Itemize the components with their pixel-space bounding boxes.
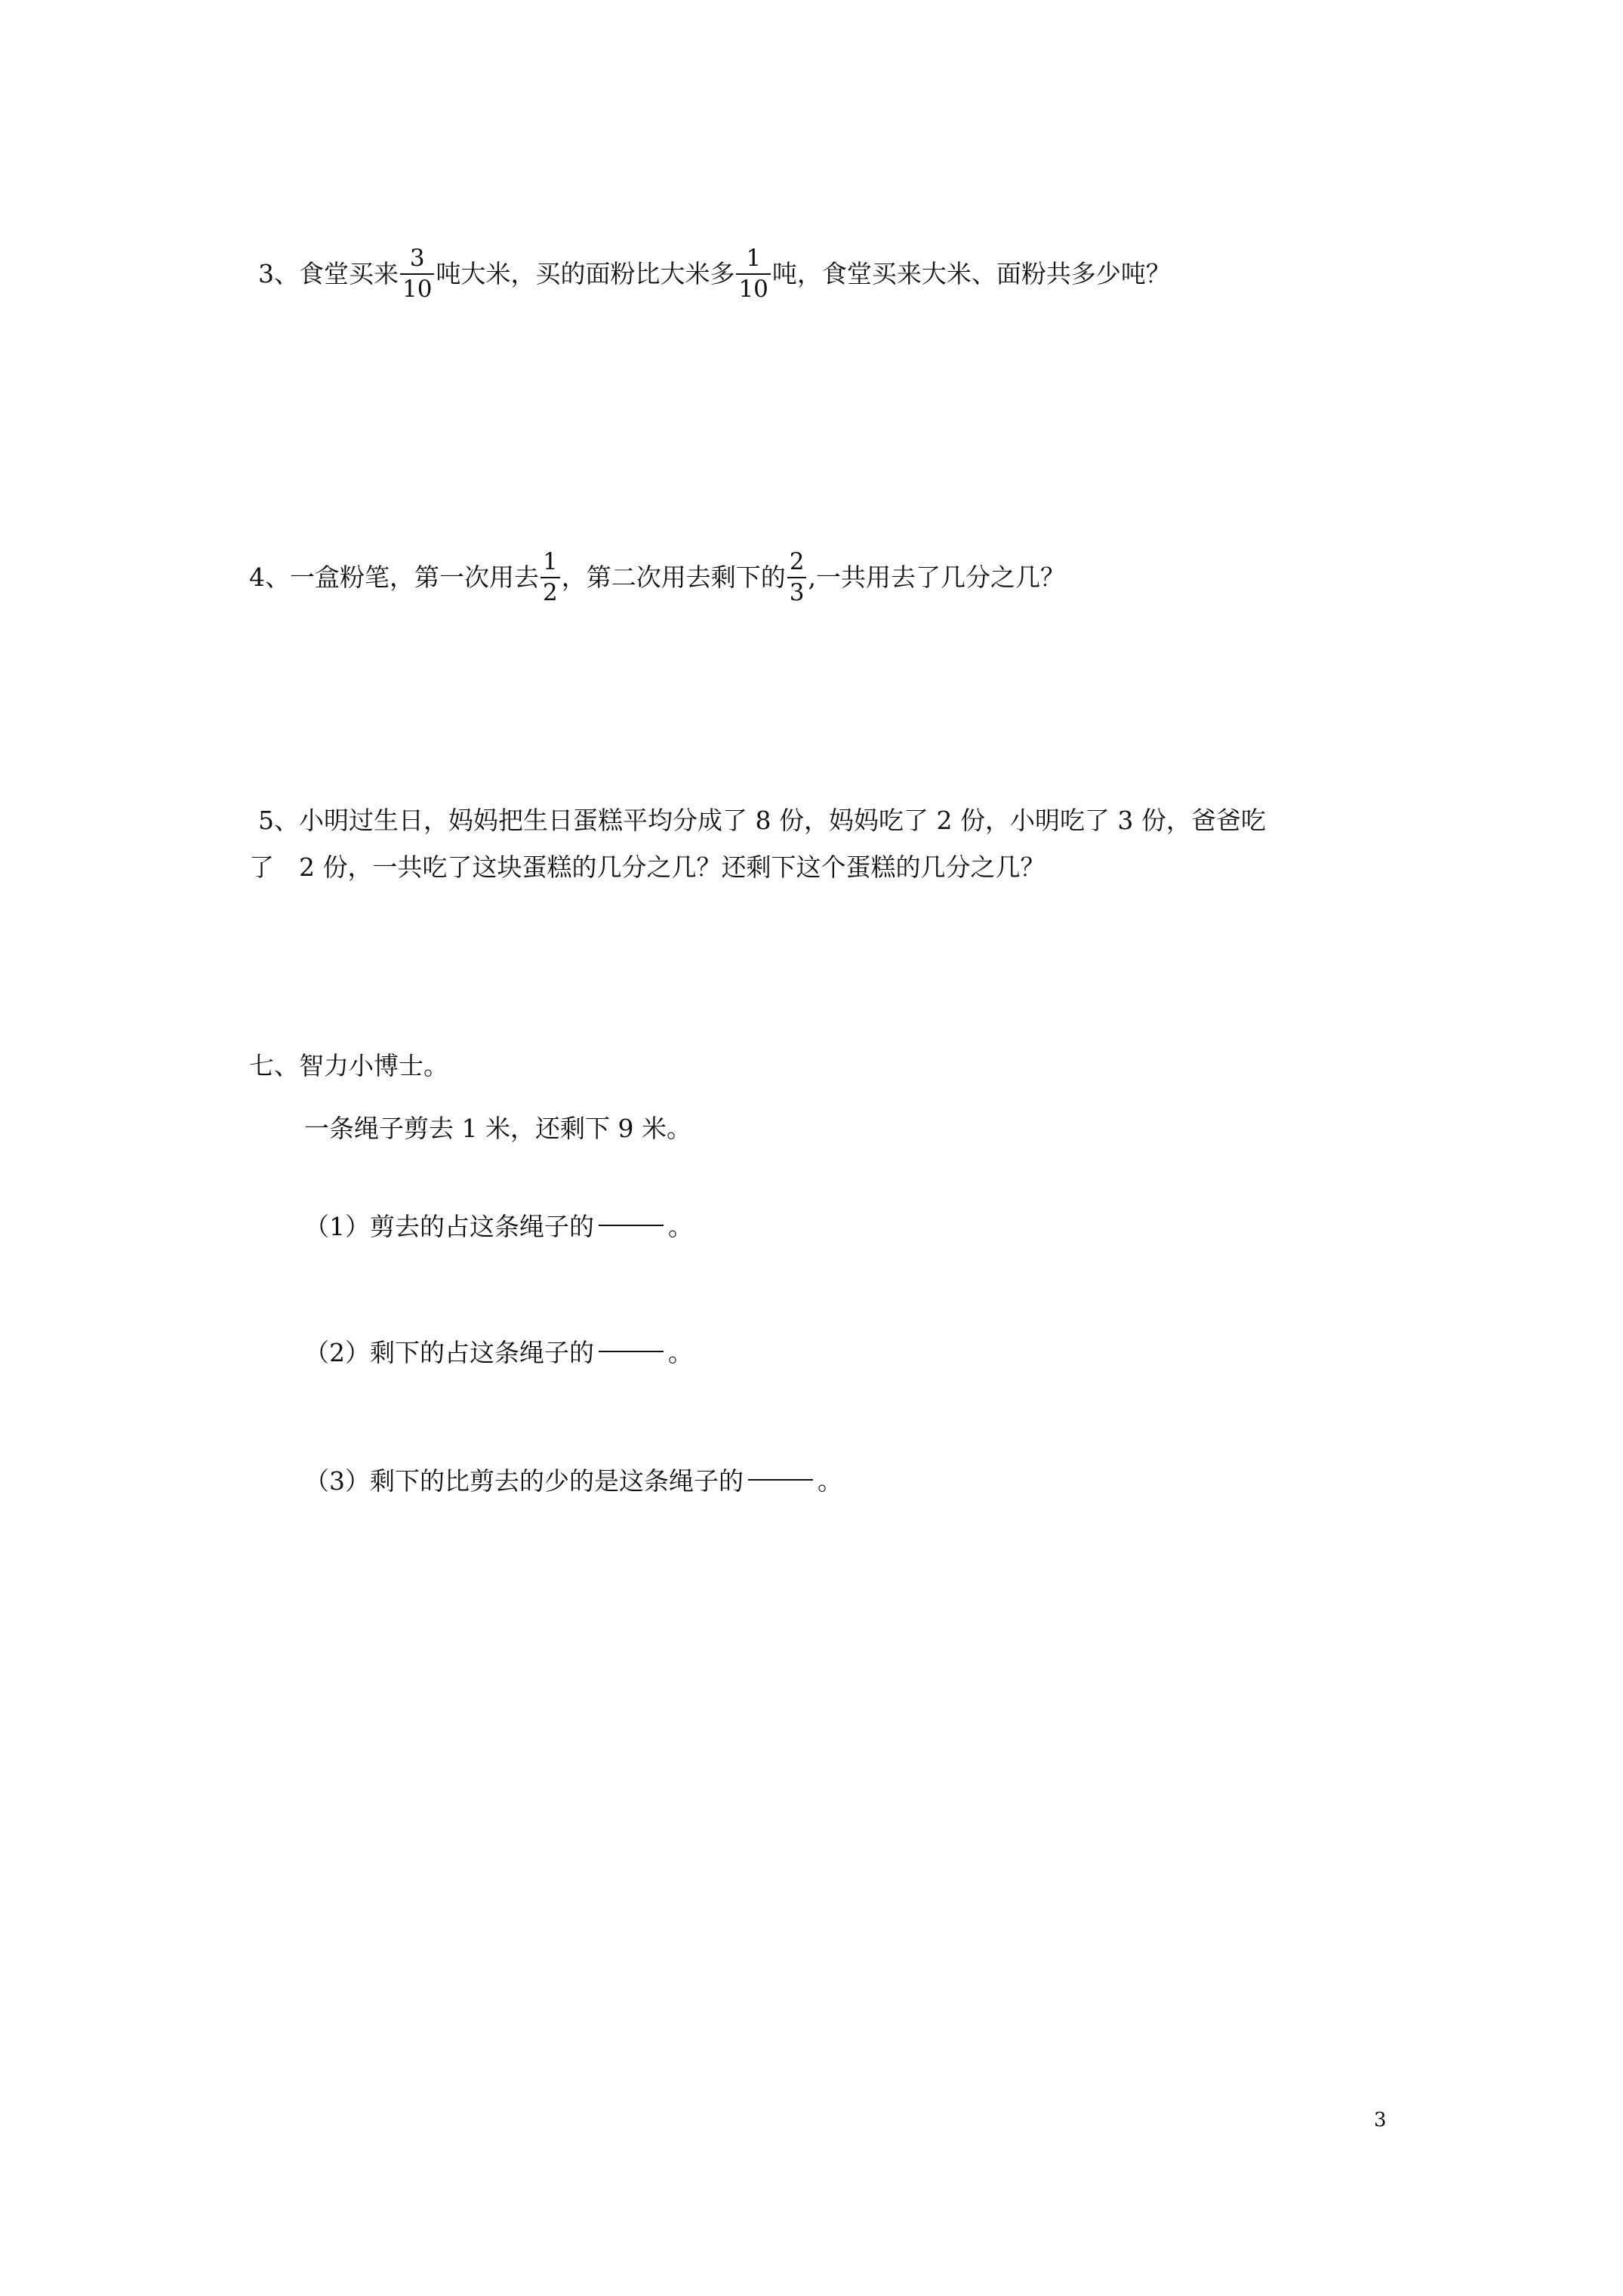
page-number: 3 xyxy=(1374,2109,1387,2131)
item-text: （3）剩下的比剪去的少的是这条绳子的 xyxy=(304,1466,744,1496)
section-7-item-1 xyxy=(304,1214,693,1239)
q4-fraction-1 xyxy=(540,550,560,605)
fraction-denominator: 2 xyxy=(543,579,558,606)
item-end: 。 xyxy=(818,1466,842,1496)
item-text: （1）剪去的占这条绳子的 xyxy=(304,1212,594,1241)
answer-blank[interactable] xyxy=(599,1225,664,1226)
fraction-numerator: 2 xyxy=(789,548,805,575)
question-4 xyxy=(249,548,1065,606)
item-end: 。 xyxy=(668,1338,693,1367)
question-5-line-2: 了 2 份，一共吃了这块蛋糕的几分之几？还剩下这个蛋糕的几分之几？ xyxy=(249,852,1046,882)
fraction-denominator: 10 xyxy=(402,276,433,303)
fraction-numerator: 3 xyxy=(409,245,425,272)
section-7-item-2 xyxy=(304,1340,693,1365)
question-5-line-1: 5、小明过生日，妈妈把生日蛋糕平均分成了 8 份，妈妈吃了 2 份，小明吃了 3 份，爸爸吃 xyxy=(258,806,1266,835)
fraction-numerator: 1 xyxy=(746,245,762,272)
section-7-intro: 一条绳子剪去 1 米，还剩下 9 米。 xyxy=(304,1114,691,1143)
fraction-numerator: 1 xyxy=(543,548,558,575)
item-text: （2）剩下的占这条绳子的 xyxy=(304,1338,594,1367)
fraction-denominator: 10 xyxy=(738,276,768,303)
question-3 xyxy=(258,245,1171,303)
q3-fraction-2 xyxy=(736,247,770,301)
answer-blank[interactable] xyxy=(748,1479,813,1481)
q4-text-2: ，第二次用去剩下的 xyxy=(561,562,786,592)
answer-blank[interactable] xyxy=(599,1351,664,1352)
item-end: 。 xyxy=(668,1212,693,1241)
q3-text-3: 吨，食堂买来大米、面粉共多少吨？ xyxy=(771,259,1171,288)
q4-text-3: ,一共用去了几分之几？ xyxy=(808,562,1065,592)
section-7-item-3 xyxy=(304,1466,842,1496)
q3-text-1: 3、食堂买来 xyxy=(258,259,399,288)
section-7-heading: 七、智力小博士。 xyxy=(249,1051,448,1080)
q3-text-2: 吨大米，买的面粉比大米多 xyxy=(436,259,735,288)
q4-fraction-2 xyxy=(787,550,807,605)
fraction-denominator: 3 xyxy=(789,579,805,606)
q4-text-1: 4、一盒粉笔，第一次用去 xyxy=(249,562,539,592)
q3-fraction-1 xyxy=(400,247,434,301)
